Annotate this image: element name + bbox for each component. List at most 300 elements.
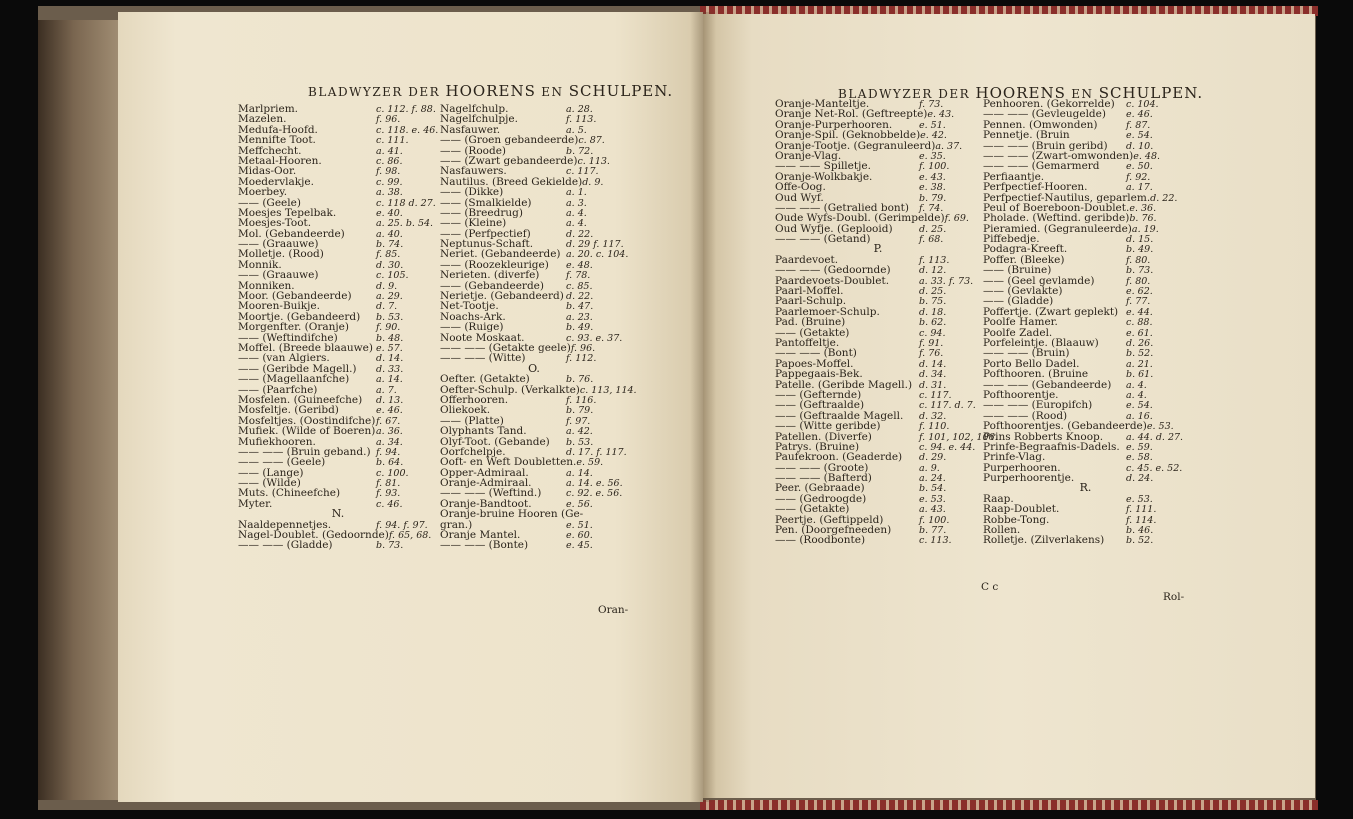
entry-reference: d. 13. bbox=[376, 394, 404, 406]
entry-term: Oranje-Manteltje. bbox=[775, 98, 870, 110]
index-entry bbox=[440, 426, 628, 436]
entry-term: —— —— (Europifch) bbox=[983, 399, 1093, 412]
entry-term: Medufa-Hoofd. bbox=[238, 123, 318, 136]
index-column-2 bbox=[440, 103, 637, 552]
entry-reference: f. 93. bbox=[376, 488, 401, 500]
entry-term: Pappegaais-Bek. bbox=[775, 368, 863, 381]
entry-term: Prins Robberts Knoop. bbox=[983, 430, 1104, 443]
entry-reference: e. 54. bbox=[1126, 130, 1153, 142]
entry-reference: e. 42. bbox=[920, 130, 947, 142]
entry-reference: c. 85. bbox=[566, 280, 593, 292]
entry-term: —— (Getakte) bbox=[775, 326, 850, 339]
entry-term: Robbe-Tong. bbox=[983, 513, 1050, 526]
header-conjunction: EN bbox=[1071, 87, 1094, 101]
entry-reference: d. 18. bbox=[919, 306, 947, 318]
entry-reference: c. 99. bbox=[376, 176, 403, 188]
entry-term: —— —— (Gebandeerde) bbox=[983, 378, 1112, 391]
catchword: Oran- bbox=[598, 604, 629, 616]
entry-term: Oefter-Schulp. (Verkalkte) bbox=[440, 383, 580, 396]
entry-term: Mooren-Buikje. bbox=[238, 300, 320, 313]
entry-reference: f. 116. bbox=[566, 394, 597, 406]
entry-reference: c. 112. f. 88. bbox=[376, 104, 436, 115]
entry-reference: d. 10. bbox=[1126, 140, 1154, 152]
entry-term: —— (Graauwe) bbox=[238, 269, 319, 282]
entry-reference: a. 4. bbox=[566, 207, 587, 219]
entry-reference: c. 93. e. 37. bbox=[566, 332, 623, 344]
entry-term: Nagel-Doublet. (Gedoornde) bbox=[238, 529, 389, 542]
entry-term: Mennifte Toot. bbox=[238, 134, 316, 147]
section-letter: P. bbox=[873, 242, 883, 256]
entry-reference: e. 61. bbox=[1126, 327, 1153, 339]
entry-reference: d. 22. bbox=[1150, 192, 1178, 204]
entry-term: Papoes-Moffel. bbox=[775, 357, 854, 370]
entry-term: Poolfe Zadel. bbox=[983, 326, 1053, 339]
entry-term: Mosfelen. (Guineefche) bbox=[238, 393, 363, 406]
book-gutter bbox=[690, 12, 716, 802]
entry-term: Piffebedje. bbox=[983, 233, 1040, 246]
entry-term: Pen. (Doorgefneeden) bbox=[775, 524, 892, 537]
entry-term: Mazelen. bbox=[238, 113, 287, 126]
entry-term: —— (Geftraalde Magell. bbox=[775, 409, 904, 422]
entry-reference: f. 68. bbox=[919, 234, 944, 246]
entry-reference: d. 29. bbox=[919, 452, 947, 464]
entry-reference: e. 59. bbox=[1126, 441, 1153, 453]
entry-reference: d. 22. bbox=[566, 291, 594, 303]
entry-reference: d. 30. bbox=[376, 259, 404, 271]
entry-term: —— (Roozekleurige) bbox=[440, 258, 549, 271]
entry-reference: f. 112. bbox=[566, 353, 597, 365]
entry-reference: d. 33. bbox=[376, 363, 404, 375]
index-entry bbox=[238, 540, 438, 550]
entry-reference: d. 24. bbox=[1126, 473, 1154, 485]
entry-reference: f. 98. bbox=[376, 166, 401, 178]
entry-reference: f. 76. bbox=[919, 348, 944, 360]
entry-term: —— —— (Bruin geband.) bbox=[238, 445, 371, 458]
entry-term: —— —— (Getralied bont) bbox=[775, 201, 909, 214]
entry-term: —— —— (Bruin) bbox=[983, 347, 1070, 360]
entry-term: Mol. (Gebandeerde) bbox=[238, 227, 345, 240]
entry-reference: b. 77. bbox=[919, 525, 947, 537]
entry-term: Oorfchelpje. bbox=[440, 445, 506, 458]
entry-reference: f. 101, 102, 106. bbox=[919, 431, 998, 443]
entry-reference: f. 74. bbox=[919, 202, 944, 214]
index-entry bbox=[238, 135, 438, 145]
index-column-1 bbox=[238, 104, 438, 551]
entry-term: Mufiek. (Wilde of Boeren) bbox=[238, 425, 376, 438]
entry-reference: a. 20. c. 104. bbox=[566, 249, 629, 261]
entry-term: Oranje-Wolkbakje. bbox=[775, 170, 873, 183]
entry-term: —— (Platte) bbox=[440, 414, 504, 427]
entry-term: —— (Weftindifche) bbox=[238, 331, 338, 344]
entry-reference: a. 17. bbox=[1126, 182, 1153, 194]
entry-term: —— (Magellaanfche) bbox=[238, 373, 350, 386]
entry-reference: a. 9. bbox=[919, 462, 940, 474]
entry-term: Net-Tootje. bbox=[440, 300, 499, 313]
entry-term: Paardevoets-Doublet. bbox=[775, 274, 890, 287]
entry-term: —— —— (Getand) bbox=[775, 233, 871, 246]
entry-reference: a. 28. bbox=[566, 104, 593, 115]
entry-term: Oranje-Bandtoot. bbox=[440, 497, 532, 510]
entry-reference: b. 76. bbox=[566, 374, 594, 386]
entry-reference: f. 96. bbox=[376, 114, 401, 126]
entry-term: —— (Geribde Magell.) bbox=[238, 362, 357, 375]
entry-reference: f. 110. bbox=[919, 421, 950, 433]
entry-reference: c. 92. e. 56. bbox=[566, 488, 623, 500]
header-prefix: BLADWYZER DER bbox=[838, 87, 971, 101]
signature-mark: C c bbox=[981, 581, 999, 593]
entry-term: —— (Witte geribde) bbox=[775, 420, 881, 433]
entry-term: —— —— (Bonte) bbox=[440, 539, 529, 552]
entry-term: Moesjes-Toot. bbox=[238, 217, 312, 230]
entry-term: —— (Geele) bbox=[238, 196, 301, 209]
entry-term: Pennen. (Omwonden) bbox=[983, 118, 1098, 131]
entry-reference: a. 38. bbox=[376, 187, 403, 199]
entry-term: Moerbey. bbox=[238, 186, 288, 199]
entry-term: Patrys. (Bruine) bbox=[775, 440, 860, 453]
index-column-2 bbox=[983, 99, 1188, 546]
entry-term: Nagelfchulp. bbox=[440, 103, 509, 115]
entry-term: Neriet. (Gebandeerde) bbox=[440, 248, 561, 261]
entry-reference: b. 73. bbox=[1126, 265, 1154, 277]
entry-reference: f. 73. bbox=[919, 99, 944, 110]
entry-reference: e. 43. bbox=[927, 109, 955, 121]
entry-reference: a. 36. bbox=[376, 426, 403, 438]
entry-term: Purperhooren. bbox=[983, 461, 1061, 474]
entry-term: Mosfeltje. (Geribd) bbox=[238, 404, 339, 417]
entry-reference: c. 86. bbox=[376, 155, 403, 167]
entry-term: Monnik. bbox=[238, 258, 282, 271]
entry-reference: a. 33. f. 73. bbox=[919, 275, 974, 287]
entry-reference: b. 73. bbox=[376, 540, 404, 552]
entry-term: —— (Kleine) bbox=[440, 217, 507, 230]
entry-term: —— (Groen gebandeerde) bbox=[440, 134, 579, 147]
entry-reference: e. 59. bbox=[576, 457, 604, 469]
entry-reference: b. 74. bbox=[376, 239, 404, 251]
entry-reference: f. 94. bbox=[376, 446, 401, 458]
entry-term: Prinfe-Vlag. bbox=[983, 451, 1046, 464]
entry-term: Pieramied. (Gegranuleerde) bbox=[983, 222, 1132, 235]
entry-term: Pofthooren. (Bruine bbox=[983, 368, 1089, 381]
entry-reference: b. 52. bbox=[1126, 348, 1154, 360]
header-title-end: SCHULPEN. bbox=[568, 82, 674, 100]
entry-reference: e. 53. bbox=[1126, 493, 1153, 505]
entry-reference: d. 12. bbox=[919, 265, 947, 277]
entry-term: Pantoffeltje. bbox=[775, 336, 840, 349]
index-entry bbox=[238, 187, 438, 197]
entry-reference: d. 15. bbox=[1126, 234, 1154, 246]
entry-term: —— —— Spilletje. bbox=[775, 160, 871, 173]
entry-term: Moor. (Gebandeerde) bbox=[238, 290, 352, 303]
entry-reference: f. 85. bbox=[376, 249, 401, 261]
entry-term: Pholade. (Weftind. geribde) bbox=[983, 212, 1130, 225]
entry-reference: c. 45. e. 52. bbox=[1126, 462, 1183, 474]
entry-term: Ooft- en Weft Doubletten. bbox=[440, 456, 577, 469]
right-page bbox=[703, 14, 1315, 798]
entry-term: —— (Geftraalde) bbox=[775, 399, 865, 412]
entry-reference: f. 81. bbox=[376, 478, 401, 490]
entry-term: Morgenfter. (Oranje) bbox=[238, 321, 349, 334]
entry-term: —— (Dikke) bbox=[440, 186, 504, 199]
entry-term: —— (Ruige) bbox=[440, 321, 504, 334]
section-letter: O. bbox=[528, 361, 540, 375]
entry-term: Oranje Net-Rol. (Geftreepte) bbox=[775, 108, 928, 121]
entry-reference: f. 91. bbox=[919, 337, 944, 349]
entry-term: —— —— (Bafterd) bbox=[775, 472, 872, 485]
entry-reference: a. 1. bbox=[566, 187, 587, 199]
entry-term: —— (Roode) bbox=[440, 144, 507, 157]
entry-reference: d. 26. bbox=[1126, 337, 1154, 349]
entry-reference: f. 113. bbox=[566, 114, 597, 126]
entry-reference: a. 44. d. 27. bbox=[1126, 431, 1184, 443]
entry-term: —— (Gedroogde) bbox=[775, 492, 867, 505]
entry-reference: c. 117. bbox=[919, 389, 952, 401]
entry-term: Purperhoorentje. bbox=[983, 472, 1075, 485]
index-entry bbox=[775, 182, 981, 192]
entry-reference: a. 21. bbox=[1126, 358, 1153, 370]
entry-reference: f. 92. bbox=[1126, 171, 1151, 183]
entry-term: Moedervlakje. bbox=[238, 175, 314, 188]
entry-term: Raap. bbox=[983, 492, 1014, 505]
entry-term: Metaal-Hooren. bbox=[238, 154, 322, 167]
entry-reference: e. 57. bbox=[376, 342, 403, 354]
entry-term: —— (Smalkielde) bbox=[440, 196, 532, 209]
entry-reference: d. 34. bbox=[919, 369, 947, 381]
entry-reference: a. 4. bbox=[1126, 389, 1147, 401]
entry-term: —— (Roodbonte) bbox=[775, 534, 866, 547]
entry-term: Rollen. bbox=[983, 524, 1021, 537]
entry-term: Naaldepennetjes. bbox=[238, 518, 332, 531]
entry-reference: c. 94. e. 44. bbox=[919, 441, 976, 453]
entry-reference: b. 48. bbox=[376, 332, 404, 344]
entry-reference: c. 46. bbox=[376, 498, 403, 510]
entry-reference: e. 48. bbox=[1133, 150, 1161, 162]
entry-reference: b. 64. bbox=[376, 457, 404, 469]
entry-reference: d. 17. f. 117. bbox=[566, 446, 627, 458]
entry-term: Nasfauwer. bbox=[440, 123, 501, 136]
entry-term: Porfeleintje. (Blaauw) bbox=[983, 336, 1099, 349]
entry-reference: e. 46. bbox=[1126, 109, 1153, 121]
entry-reference: a. 23. bbox=[566, 311, 593, 323]
entry-term: —— —— (Weftind.) bbox=[440, 487, 542, 500]
entry-term: Perfpectief-Hooren. bbox=[983, 181, 1088, 194]
index-entry bbox=[440, 374, 628, 384]
entry-term: Nerietje. (Gebandeerd) bbox=[440, 290, 564, 303]
index-entry bbox=[238, 426, 438, 436]
entry-term: Patelle. (Geribde Magell.) bbox=[775, 378, 913, 391]
entry-reference: d. 29 f. 117. bbox=[566, 239, 624, 251]
entry-reference: a. 37. bbox=[935, 140, 963, 152]
entry-term: —— —— (Geele) bbox=[238, 456, 326, 469]
entry-term: Peer. (Gebraade) bbox=[775, 482, 865, 495]
entry-reference: d. 9. bbox=[376, 280, 398, 292]
index-entry bbox=[775, 130, 981, 140]
entry-term: Offe-Oog. bbox=[775, 181, 826, 194]
entry-reference: c. 88. bbox=[1126, 317, 1153, 329]
entry-reference: a. 29. bbox=[376, 291, 403, 303]
entry-term: —— (Lange) bbox=[238, 466, 304, 479]
entry-reference: e. 45. bbox=[566, 540, 593, 552]
entry-term: —— (Gevlakte) bbox=[983, 285, 1063, 298]
entry-reference: f. 111. bbox=[1126, 504, 1157, 516]
entry-reference: d. 25. bbox=[919, 223, 947, 235]
entry-reference: e. 36. bbox=[1129, 202, 1157, 214]
header-conjunction: EN bbox=[541, 85, 564, 99]
entry-term: Moesjes Tepelbak. bbox=[238, 206, 337, 219]
entry-reference: a. 14. bbox=[376, 374, 403, 386]
entry-term: —— —— (Witte) bbox=[440, 352, 526, 365]
entry-term: Muts. (Chineefche) bbox=[238, 487, 341, 500]
catchword: Rol- bbox=[1163, 591, 1185, 603]
entry-term: Perfiaantje. bbox=[983, 170, 1045, 183]
entry-term: —— —— (Groote) bbox=[775, 461, 869, 474]
index-entry bbox=[238, 374, 438, 384]
entry-reference: b. 49. bbox=[1126, 244, 1154, 256]
index-entry bbox=[440, 187, 628, 197]
index-entry bbox=[440, 135, 628, 145]
entry-reference: c. 113. bbox=[919, 535, 952, 547]
entry-term: —— —— (Gedoornde) bbox=[775, 264, 891, 277]
entry-reference: a. 42. bbox=[566, 426, 593, 438]
index-column-1 bbox=[775, 98, 998, 547]
entry-reference: f. 114. bbox=[1126, 514, 1157, 526]
entry-term: —— (Geel gevlamde) bbox=[983, 274, 1095, 287]
entry-reference: a. 24. bbox=[919, 473, 946, 485]
entry-reference: f. 96. bbox=[570, 342, 596, 354]
entry-reference: b. 53. bbox=[566, 436, 594, 448]
entry-reference: c. 105. bbox=[376, 270, 409, 282]
index-entry bbox=[983, 369, 1188, 379]
entry-term: Paardevoet. bbox=[775, 253, 839, 266]
entry-reference: b. 75. bbox=[919, 296, 947, 308]
index-entry bbox=[983, 130, 1188, 140]
entry-term: Peertje. (Geftippeld) bbox=[775, 513, 884, 526]
entry-reference: e. 51. bbox=[919, 119, 946, 131]
entry-reference: e. 35. bbox=[919, 150, 946, 162]
entry-term: Pofthoorentje. bbox=[983, 388, 1059, 401]
entry-term: —— (Breedrug) bbox=[440, 206, 523, 219]
entry-term: —— (Gefternde) bbox=[775, 388, 862, 401]
entry-reference: c. 94. bbox=[919, 327, 946, 339]
entry-reference: d. 32. bbox=[919, 410, 947, 422]
entry-term: Opper-Admiraal. bbox=[440, 466, 529, 479]
entry-term: Pofthoorentjes. (Gebandeerde) bbox=[983, 420, 1147, 433]
entry-term: Patellen. (Diverfe) bbox=[775, 430, 872, 443]
entry-term: Moffel. (Breede blaauwe) bbox=[238, 341, 373, 354]
index-entry bbox=[775, 421, 981, 431]
header-title-end: SCHULPEN. bbox=[1098, 84, 1204, 102]
entry-reference: d. 14. bbox=[919, 358, 947, 370]
entry-reference: f. 78. bbox=[566, 270, 591, 282]
entry-reference: e. 53. bbox=[1146, 421, 1174, 433]
entry-term: Poffertje. (Zwart geplekt) bbox=[983, 305, 1119, 318]
entry-reference: e. 46. bbox=[376, 405, 403, 417]
entry-term: Prinfe-Begraafnis-Dadels. bbox=[983, 440, 1120, 453]
entry-reference: a. 40. bbox=[376, 228, 403, 240]
entry-term: —— (Paarfche) bbox=[238, 383, 318, 396]
index-entry bbox=[983, 421, 1188, 431]
entry-reference: d. 22. bbox=[566, 228, 594, 240]
entry-term: Monniken. bbox=[238, 279, 295, 292]
entry-term: —— —— (Getakte geele) bbox=[440, 341, 571, 354]
entry-reference: f. 97. bbox=[566, 415, 591, 427]
entry-term: Oude Wyfs-Doubl. (Gerimpelde) bbox=[775, 212, 945, 225]
entry-reference: e. 56. bbox=[566, 498, 593, 510]
entry-term: Nerieten. (diverfe) bbox=[440, 269, 540, 282]
entry-term: —— (Perfpectief) bbox=[440, 227, 531, 240]
entry-reference: a. 41. bbox=[376, 145, 403, 157]
entry-reference: f. 77. bbox=[1126, 296, 1151, 308]
entry-term: —— —— (Zwart-omwonden) bbox=[983, 149, 1134, 162]
entry-term: Meffchecht. bbox=[238, 144, 302, 157]
entry-term: Porto Bello Dadel. bbox=[983, 357, 1080, 370]
entry-reference: b. 72. bbox=[566, 145, 594, 157]
entry-reference: c. 100. bbox=[376, 467, 409, 479]
header-title: HOORENS bbox=[975, 84, 1066, 102]
entry-term: Mosfeltjes. (Oostindifche) bbox=[238, 414, 376, 427]
entry-reference: a. 43. bbox=[919, 504, 946, 516]
entry-term: —— —— (Gemarmerd bbox=[983, 160, 1100, 173]
entry-term: Perfpectief-Nautilus, geparlem. bbox=[983, 191, 1151, 204]
entry-reference: b. 62. bbox=[919, 317, 947, 329]
entry-term: Oranje-Tootje. (Gegranuleerd) bbox=[775, 139, 936, 152]
entry-term: Penhooren. (Gekorrelde) bbox=[983, 98, 1115, 110]
entry-reference: f. 67. bbox=[376, 415, 401, 427]
entry-term: Paarlemoer-Schulp. bbox=[775, 305, 880, 318]
entry-term: Paufekroon. (Geaderde) bbox=[775, 451, 903, 464]
index-entry bbox=[983, 182, 1188, 192]
entry-term: —— —— (Rood) bbox=[983, 409, 1068, 422]
entry-term: Mufiekhooren. bbox=[238, 435, 316, 448]
entry-term: Nasfauwers. bbox=[440, 165, 507, 178]
entry-term: Pennetje. (Bruin bbox=[983, 129, 1070, 142]
entry-term: Nagelfchulpje. bbox=[440, 113, 518, 126]
entry-reference: f. 113. bbox=[919, 254, 950, 266]
entry-term: Paarl-Moffel. bbox=[775, 285, 844, 298]
entry-term: —— —— (Bruin geribd) bbox=[983, 139, 1108, 152]
left-page bbox=[118, 12, 703, 802]
entry-reference: a. 25. b. 54. bbox=[376, 218, 434, 230]
entry-term: Oranje-Spil. (Geknobbelde) bbox=[775, 129, 921, 142]
index-entry bbox=[775, 369, 981, 379]
entry-reference: e. 40. bbox=[376, 207, 403, 219]
entry-term: Nautilus. (Breed Gekielde) bbox=[440, 175, 583, 188]
entry-term: Oud Wyf. bbox=[775, 191, 824, 204]
entry-reference: b. 47. bbox=[566, 301, 594, 313]
entry-reference: b. 52. bbox=[1126, 535, 1154, 547]
section-letter: N. bbox=[331, 507, 345, 521]
entry-term: —— (Gebandeerde) bbox=[440, 279, 544, 292]
entry-term: Oranje-Vlag. bbox=[775, 149, 842, 162]
entry-reference: a. 3. bbox=[566, 197, 587, 209]
entry-term: —— (Bruine) bbox=[983, 264, 1052, 277]
entry-reference: d. 14. bbox=[376, 353, 404, 365]
entry-term: gran.) bbox=[440, 518, 473, 531]
entry-term: Poffer. (Bleeke) bbox=[983, 253, 1065, 266]
entry-reference: e. 44. bbox=[1126, 306, 1153, 318]
entry-reference: b. 49. bbox=[566, 322, 594, 334]
entry-term: Olyf-Toot. (Gebande) bbox=[440, 435, 550, 448]
entry-reference: c. 113. bbox=[577, 155, 610, 167]
entry-reference: a. 19. bbox=[1131, 223, 1159, 235]
entry-reference: f. 69. bbox=[944, 213, 969, 225]
entry-term: Noote Moskaat. bbox=[440, 331, 525, 344]
entry-reference: a. 16. bbox=[1126, 410, 1153, 422]
entry-reference: f. 65, 68. bbox=[388, 530, 432, 542]
entry-reference: e. 43. bbox=[919, 171, 946, 183]
entry-term: —— (Wilde) bbox=[238, 477, 301, 490]
entry-reference: b. 61. bbox=[1126, 369, 1154, 381]
entry-term: Neptunus-Schaft. bbox=[440, 238, 534, 251]
